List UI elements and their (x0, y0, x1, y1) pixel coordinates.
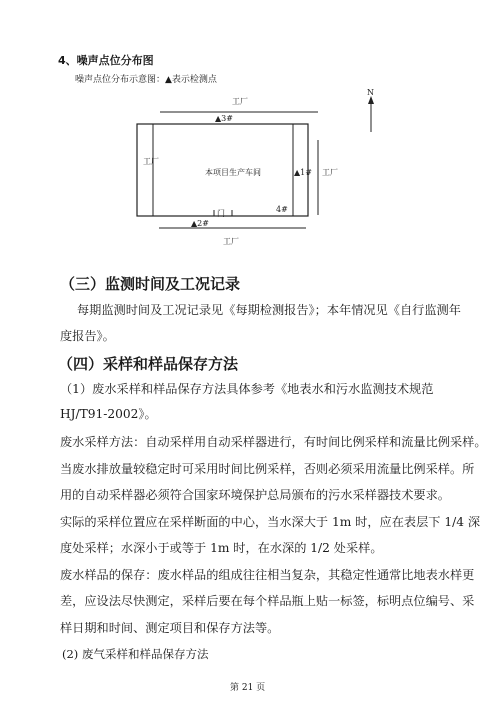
factory-right-label: 工厂 (322, 168, 338, 177)
north-arrow-head (368, 96, 374, 104)
point-2-marker: ▲2# (191, 219, 209, 228)
section-4-title: 4、噪声点位分布图 (58, 54, 154, 67)
noise-point-diagram (0, 0, 500, 260)
point-1-marker: ▲1# (294, 168, 312, 177)
gate-label: 门 (217, 209, 225, 218)
body-line-2: HJ/T91-2002》。 (60, 407, 157, 421)
section-3-line-2: 度报告》。 (60, 329, 115, 343)
body-line-3: 废水采样方法：自动采样用自动采样器进行，有时间比例采样和流量比例采样。 (60, 435, 487, 449)
workshop-label: 本项目生产车间 (205, 168, 261, 177)
north-label: N (367, 88, 374, 97)
section-3-line-1: 每期监测时间及工况记录见《每期检测报告》；本年情况见《自行监测年 (77, 303, 461, 317)
body-line-4: 当废水排放量较稳定时可采用时间比例采样，否则必须采用流量比例采样。所 (60, 462, 475, 476)
point-3-marker: ▲3# (215, 114, 233, 123)
body-line-5: 用的自动采样器必须符合国家环境保护总局颁布的污水采样器技术要求。 (60, 488, 450, 502)
section-3-heading: （三）监测时间及工况记录 (60, 275, 241, 293)
body-line-8: 废水样品的保存：废水样品的组成往往相当复杂，其稳定性通常比地表水样更 (60, 568, 475, 582)
diagram-caption: 噪声点位分布示意图：▲表示检测点 (75, 75, 217, 85)
section-4b-heading: （四）采样和样品保存方法 (58, 355, 239, 373)
point-4-marker: 4# (276, 205, 288, 214)
page-number: 第 21 页 (230, 683, 266, 693)
body-line-10: 样日期和时间、测定项目和保存方法等。 (60, 621, 280, 635)
body-line-7: 度处采样；水深小于或等于 1m 时，在水深的 1/2 处采样。 (60, 541, 383, 555)
body-line-9: 差，应设法尽快测定，采样后要在每个样品瓶上贴一标签，标明点位编号、采 (60, 594, 475, 608)
factory-bottom-label: 工厂 (223, 237, 239, 246)
factory-top-label: 工厂 (232, 97, 248, 106)
body-line-1: （1）废水采样和样品保存方法具体参考《地表水和污水监测技术规范 (60, 382, 434, 396)
body-line-6: 实际的采样位置应在采样断面的中心，当水深大于 1m 时，应在表层下 1/4 深 (60, 515, 481, 529)
factory-left-label: 工厂 (143, 157, 159, 166)
subsection-2-title: (2) 废气采样和样品保存方法 (62, 647, 209, 661)
